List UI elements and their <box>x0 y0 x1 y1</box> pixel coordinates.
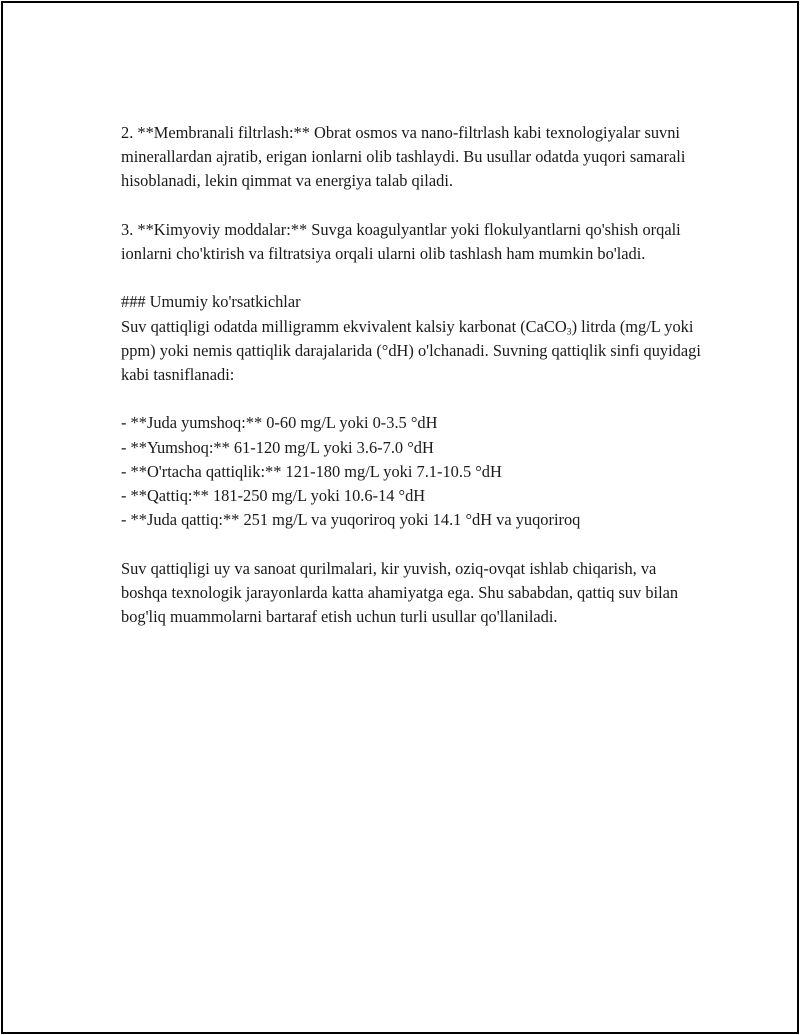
paragraph-chemical-agents: 3. **Kimyoviy moddalar:** Suvga koagulyantlar yoki flokulyantlarni qo'shish orqali ionlarni cho'ktirish va filtratsiya orqali ularni olib tashlash ham mumkin bo'ladi. <box>121 219 681 263</box>
paragraph-conclusion: Suv qattiqligi uy va sanoat qurilmalari, kir yuvish, oziq-ovqat ishlab chiqarish, va boshqa texnologik jarayonlarda katta ahamiyatga ega. Shu sababdan, qattiq suv bilan bog'liq muammolarni bartaraf etish uchun turli usullar qo'llaniladi. <box>121 558 679 626</box>
list-item-soft: - **Yumshoq:** 61-120 mg/L yoki 3.6-7.0 °dH <box>121 437 434 457</box>
paragraph-membrane-filtration: 2. **Membranali filtrlash:** Obrat osmos va nano-filtrlash kabi texnologiyalar suvni minerallardan ajratib, erigan ionlarni olib tashlaydi. Bu usullar odatda yuqori samarali hisoblanadi, lekin qimmat va energiya talab qiladi. <box>121 123 686 191</box>
caco3-subscript: 3 <box>566 326 572 338</box>
section-heading: ### Umumiy ko'rsatkichlar <box>121 292 301 312</box>
intro-text-after: ) litrda (mg/L yoki ppm) yoki nemis qattiqlik darajalarida (°dH) o'lchanadi. Suvning qattiqlik sinfi quyidagi kabi tasniflanadi: <box>121 316 701 384</box>
list-item-very-hard: - **Juda qattiq:** 251 mg/L va yuqoriroq yoki 14.1 °dH va yuqoriroq <box>121 510 581 530</box>
list-item-hard: - **Qattiq:** 181-250 mg/L yoki 10.6-14 °dH <box>121 486 426 505</box>
list-item-moderate: - **O'rtacha qattiqlik:** 121-180 mg/L yoki 7.1-10.5 °dH <box>121 461 502 481</box>
paragraph-intro <box>121 315 701 388</box>
list-item-very-soft: - **Juda yumshoq:** 0-60 mg/L yoki 0-3.5 °dH <box>121 413 438 433</box>
document-body <box>121 121 701 629</box>
intro-text-before: Suv qattiqligi odatda milligramm ekvivalent kalsiy karbonat (CaCO <box>121 316 567 336</box>
page-frame <box>1 1 799 1034</box>
